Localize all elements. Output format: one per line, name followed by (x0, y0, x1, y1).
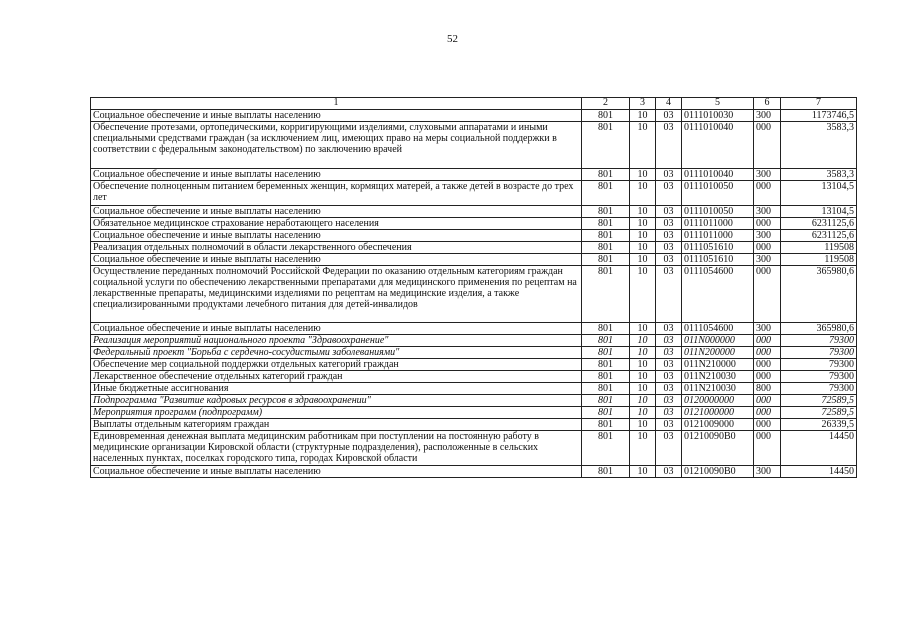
row-target-code-cell: 0121009000 (682, 419, 754, 431)
table-row (91, 395, 857, 407)
row-subsection-cell: 03 (656, 323, 682, 335)
table-row (91, 254, 857, 266)
row-name-cell: Реализация мероприятий национального проекта "Здравоохранение" (91, 335, 582, 347)
row-section-cell: 10 (630, 419, 656, 431)
row-amount-cell: 72589,5 (781, 395, 857, 407)
row-expense-type-cell: 300 (754, 230, 781, 242)
row-target-code-cell: 0121000000 (682, 407, 754, 419)
row-amount-cell: 365980,6 (781, 266, 857, 323)
row-expense-type-cell: 000 (754, 218, 781, 230)
row-amount-cell: 14450 (781, 466, 857, 478)
table-row (91, 122, 857, 169)
row-expense-type-cell: 000 (754, 122, 781, 169)
row-expense-type-cell: 000 (754, 431, 781, 466)
row-section-cell: 10 (630, 254, 656, 266)
row-section-cell: 10 (630, 122, 656, 169)
row-section-cell: 10 (630, 335, 656, 347)
row-section-cell: 10 (630, 359, 656, 371)
row-ministry-code-cell: 801 (582, 254, 630, 266)
row-name-cell: Подпрограмма "Развитие кадровых ресурсов в здравоохранении" (91, 395, 582, 407)
row-target-code-cell: 011N200000 (682, 347, 754, 359)
header-col-7: 7 (781, 98, 857, 110)
row-section-cell: 10 (630, 395, 656, 407)
table-row (91, 110, 857, 122)
row-ministry-code-cell: 801 (582, 206, 630, 218)
table-row (91, 169, 857, 181)
header-col-1: 1 (91, 98, 582, 110)
row-target-code-cell: 011N000000 (682, 335, 754, 347)
row-ministry-code-cell: 801 (582, 323, 630, 335)
row-subsection-cell: 03 (656, 230, 682, 242)
row-amount-cell: 6231125,6 (781, 230, 857, 242)
row-expense-type-cell: 300 (754, 323, 781, 335)
row-target-code-cell: 0111054600 (682, 266, 754, 323)
table-row (91, 466, 857, 478)
row-section-cell: 10 (630, 431, 656, 466)
row-amount-cell: 6231125,6 (781, 218, 857, 230)
row-section-cell: 10 (630, 266, 656, 323)
row-expense-type-cell: 300 (754, 466, 781, 478)
table-row (91, 383, 857, 395)
row-subsection-cell: 03 (656, 218, 682, 230)
row-name-cell: Выплаты отдельным категориям граждан (91, 419, 582, 431)
page-number: 52 (447, 33, 458, 45)
row-subsection-cell: 03 (656, 169, 682, 181)
row-ministry-code-cell: 801 (582, 466, 630, 478)
row-amount-cell: 79300 (781, 383, 857, 395)
row-ministry-code-cell: 801 (582, 419, 630, 431)
row-section-cell: 10 (630, 218, 656, 230)
table-header-row (91, 98, 857, 110)
row-section-cell: 10 (630, 110, 656, 122)
row-ministry-code-cell: 801 (582, 371, 630, 383)
row-amount-cell: 1173746,5 (781, 110, 857, 122)
row-ministry-code-cell: 801 (582, 218, 630, 230)
row-expense-type-cell: 000 (754, 266, 781, 323)
row-expense-type-cell: 000 (754, 407, 781, 419)
row-amount-cell: 79300 (781, 335, 857, 347)
row-amount-cell: 79300 (781, 347, 857, 359)
row-name-cell: Мероприятия программ (подпрограмм) (91, 407, 582, 419)
row-name-cell: Обязательное медицинское страхование неработающего населения (91, 218, 582, 230)
row-name-cell: Реализация отдельных полномочий в области лекарственного обеспечения (91, 242, 582, 254)
row-amount-cell: 72589,5 (781, 407, 857, 419)
row-subsection-cell: 03 (656, 383, 682, 395)
row-target-code-cell: 0111051610 (682, 254, 754, 266)
row-name-cell: Социальное обеспечение и иные выплаты населению (91, 466, 582, 478)
row-section-cell: 10 (630, 169, 656, 181)
row-section-cell: 10 (630, 230, 656, 242)
row-expense-type-cell: 300 (754, 254, 781, 266)
header-col-3: 3 (630, 98, 656, 110)
row-expense-type-cell: 300 (754, 206, 781, 218)
row-expense-type-cell: 300 (754, 110, 781, 122)
row-name-cell: Социальное обеспечение и иные выплаты населению (91, 169, 582, 181)
row-amount-cell: 3583,3 (781, 169, 857, 181)
table-row (91, 431, 857, 466)
row-target-code-cell: 01210090B0 (682, 466, 754, 478)
row-ministry-code-cell: 801 (582, 122, 630, 169)
row-section-cell: 10 (630, 242, 656, 254)
table-row (91, 335, 857, 347)
row-name-cell: Обеспечение мер социальной поддержки отдельных категорий граждан (91, 359, 582, 371)
header-col-2: 2 (582, 98, 630, 110)
row-amount-cell: 79300 (781, 371, 857, 383)
row-expense-type-cell: 000 (754, 347, 781, 359)
row-amount-cell: 3583,3 (781, 122, 857, 169)
row-section-cell: 10 (630, 181, 656, 206)
row-target-code-cell: 0111010050 (682, 181, 754, 206)
row-subsection-cell: 03 (656, 181, 682, 206)
row-target-code-cell: 0111010050 (682, 206, 754, 218)
row-name-cell: Социальное обеспечение и иные выплаты населению (91, 230, 582, 242)
row-ministry-code-cell: 801 (582, 359, 630, 371)
row-expense-type-cell: 000 (754, 242, 781, 254)
row-target-code-cell: 011N210000 (682, 359, 754, 371)
row-subsection-cell: 03 (656, 242, 682, 254)
row-amount-cell: 26339,5 (781, 419, 857, 431)
header-col-6: 6 (754, 98, 781, 110)
row-ministry-code-cell: 801 (582, 110, 630, 122)
row-expense-type-cell: 000 (754, 419, 781, 431)
row-amount-cell: 13104,5 (781, 181, 857, 206)
row-subsection-cell: 03 (656, 371, 682, 383)
row-target-code-cell: 011N210030 (682, 383, 754, 395)
table-row (91, 347, 857, 359)
row-amount-cell: 79300 (781, 359, 857, 371)
row-target-code-cell: 0111010040 (682, 122, 754, 169)
table-row (91, 206, 857, 218)
row-subsection-cell: 03 (656, 335, 682, 347)
row-ministry-code-cell: 801 (582, 431, 630, 466)
row-subsection-cell: 03 (656, 431, 682, 466)
table-row (91, 419, 857, 431)
row-name-cell: Единовременная денежная выплата медицинским работникам при поступлении на постоянную работу в медицинские организации Кировской области (структурные подразделения), расположенные в сельских населенных пунктах, поселках городского типа, городах Кировской области (91, 431, 582, 466)
row-section-cell: 10 (630, 323, 656, 335)
row-target-code-cell: 0111051610 (682, 242, 754, 254)
header-col-5: 5 (682, 98, 754, 110)
row-amount-cell: 13104,5 (781, 206, 857, 218)
row-name-cell: Социальное обеспечение и иные выплаты населению (91, 254, 582, 266)
row-target-code-cell: 011N210030 (682, 371, 754, 383)
row-name-cell: Обеспечение протезами, ортопедическими, корригирующими изделиями, слуховыми аппаратами и иными специальными средствами граждан (за исключением лиц, имеющих право на меры социальной поддержки в соответствии с федеральным законодательством) по заключению врачей (91, 122, 582, 169)
row-ministry-code-cell: 801 (582, 242, 630, 254)
row-expense-type-cell: 000 (754, 371, 781, 383)
table-row (91, 230, 857, 242)
row-subsection-cell: 03 (656, 395, 682, 407)
row-subsection-cell: 03 (656, 466, 682, 478)
table-row (91, 359, 857, 371)
row-section-cell: 10 (630, 347, 656, 359)
row-ministry-code-cell: 801 (582, 383, 630, 395)
row-subsection-cell: 03 (656, 266, 682, 323)
row-subsection-cell: 03 (656, 254, 682, 266)
row-amount-cell: 119508 (781, 242, 857, 254)
row-target-code-cell: 0111054600 (682, 323, 754, 335)
row-expense-type-cell: 000 (754, 359, 781, 371)
row-ministry-code-cell: 801 (582, 347, 630, 359)
row-amount-cell: 119508 (781, 254, 857, 266)
row-name-cell: Социальное обеспечение и иные выплаты населению (91, 110, 582, 122)
table-row (91, 407, 857, 419)
row-target-code-cell: 01210090B0 (682, 431, 754, 466)
row-ministry-code-cell: 801 (582, 335, 630, 347)
table-row (91, 181, 857, 206)
budget-table (90, 97, 857, 478)
row-expense-type-cell: 000 (754, 335, 781, 347)
row-section-cell: 10 (630, 383, 656, 395)
row-amount-cell: 14450 (781, 431, 857, 466)
row-section-cell: 10 (630, 466, 656, 478)
row-name-cell: Обеспечение полноценным питанием беременных женщин, кормящих матерей, а также детей в возрасте до трех лет (91, 181, 582, 206)
table-row (91, 218, 857, 230)
row-expense-type-cell: 300 (754, 169, 781, 181)
row-subsection-cell: 03 (656, 407, 682, 419)
row-subsection-cell: 03 (656, 359, 682, 371)
row-ministry-code-cell: 801 (582, 407, 630, 419)
row-target-code-cell: 0111011000 (682, 230, 754, 242)
row-name-cell: Социальное обеспечение и иные выплаты населению (91, 323, 582, 335)
table-row (91, 371, 857, 383)
row-target-code-cell: 0111010040 (682, 169, 754, 181)
header-col-4: 4 (656, 98, 682, 110)
row-amount-cell: 365980,6 (781, 323, 857, 335)
row-name-cell: Социальное обеспечение и иные выплаты населению (91, 206, 582, 218)
row-ministry-code-cell: 801 (582, 181, 630, 206)
row-expense-type-cell: 800 (754, 383, 781, 395)
row-section-cell: 10 (630, 371, 656, 383)
row-expense-type-cell: 000 (754, 395, 781, 407)
row-target-code-cell: 0111011000 (682, 218, 754, 230)
table-row (91, 242, 857, 254)
row-name-cell: Осуществление переданных полномочий Российской Федерации по оказанию отдельным категориям граждан социальной услуги по обеспечению лекарственными препаратами для медицинского применения по рецептам на лекарственные препараты, медицинскими изделиями по рецептам на медицинские изделия, а также специализированными продуктами лечебного питания для детей-инвалидов (91, 266, 582, 323)
row-subsection-cell: 03 (656, 110, 682, 122)
row-name-cell: Лекарственное обеспечение отдельных категорий граждан (91, 371, 582, 383)
row-ministry-code-cell: 801 (582, 169, 630, 181)
row-name-cell: Иные бюджетные ассигнования (91, 383, 582, 395)
row-target-code-cell: 0111010030 (682, 110, 754, 122)
row-section-cell: 10 (630, 206, 656, 218)
row-ministry-code-cell: 801 (582, 266, 630, 323)
row-subsection-cell: 03 (656, 419, 682, 431)
row-subsection-cell: 03 (656, 347, 682, 359)
row-ministry-code-cell: 801 (582, 395, 630, 407)
row-target-code-cell: 0120000000 (682, 395, 754, 407)
row-section-cell: 10 (630, 407, 656, 419)
row-subsection-cell: 03 (656, 206, 682, 218)
table-row (91, 266, 857, 323)
row-name-cell: Федеральный проект "Борьба с сердечно-сосудистыми заболеваниями" (91, 347, 582, 359)
row-expense-type-cell: 000 (754, 181, 781, 206)
table-row (91, 323, 857, 335)
row-ministry-code-cell: 801 (582, 230, 630, 242)
row-subsection-cell: 03 (656, 122, 682, 169)
